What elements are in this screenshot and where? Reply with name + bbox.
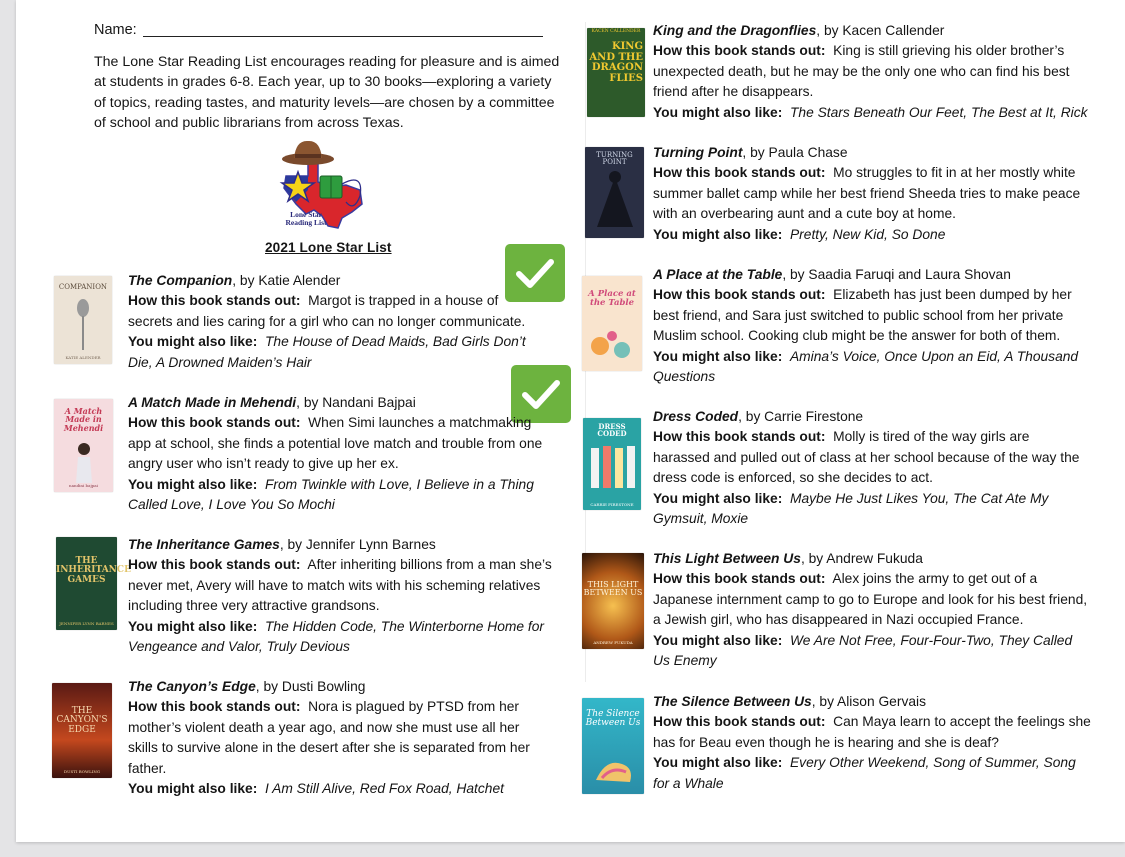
stands-out-text: Can Maya learn to accept the feelings she has for Beau even though he is hearing and she is deaf? bbox=[653, 714, 1091, 750]
name-label: Name: bbox=[94, 22, 137, 38]
also-like-text: From Twinkle with Love, I Believe in a Thing Called Love, I Love You So Mochi bbox=[128, 476, 534, 513]
book-entry: A Match Made in Mehendi, by Nandani Bajpai How this book stands out: When Simi launches a matchmaking app at school, she finds a potential love match and trouble from one angry user who isn’t ready to give up her ex. You might also like: From Twinkle with Love, I Believe in a Thing Called Love, I Love You So Mochi bbox=[128, 395, 543, 513]
stands-out-text: After inheriting billions from a man she’s never met, Avery will have to match wits with his scheming relatives including three very attractive grandsons. bbox=[128, 557, 552, 614]
also-like-label: You might also like: bbox=[653, 632, 783, 648]
also-like-label: You might also like: bbox=[653, 226, 783, 242]
book-author: by Paula Chase bbox=[750, 145, 848, 160]
book-cover-the-companion: COMPANION KATIE ALENDER bbox=[54, 276, 112, 364]
svg-text:Reading List: Reading List bbox=[285, 218, 327, 227]
stands-out-label: How this book stands out: bbox=[128, 293, 301, 309]
book-entry: A Place at the Table, by Saadia Faruqi and Laura Shovan How this book stands out: Elizabeth has just been dumped by her best friend, and Sara just switched to public school from her private Muslim school. Cooking club might be the answer for both of them. You might also like: Amina’s Voice, Once Upon an Eid, A Thousand Questions bbox=[653, 267, 1079, 385]
book-title: The Inheritance Games bbox=[128, 537, 280, 552]
book-author: by Katie Alender bbox=[239, 273, 341, 288]
book-cover-the-canyons-edge: THE CANYON'S EDGE DUSTI BOWLING bbox=[52, 683, 112, 778]
book-cover-a-match-made-in-mehendi: A Match Made in Mehendi nandini bajpai bbox=[54, 399, 113, 492]
also-like-label: You might also like: bbox=[128, 618, 258, 634]
also-like-text: Maybe He Just Likes You, The Cat Ate My Gymsuit, Moxie bbox=[653, 490, 1049, 527]
also-like-text: Pretty, New Kid, So Done bbox=[789, 226, 946, 242]
stands-out-label: How this book stands out: bbox=[128, 699, 301, 715]
book-cover-the-silence-between-us: The Silence Between Us bbox=[582, 698, 644, 794]
book-title: Turning Point bbox=[653, 145, 743, 160]
stands-out-text: Mo struggles to fit in at her mostly white summer ballet camp while her best friend Sheeda tries to make peace with an overbearing aunt and a cute boy at home. bbox=[653, 165, 1081, 222]
worksheet-page bbox=[16, 0, 1125, 842]
also-like-text: Every Other Weekend, Song of Summer, Song for a Whale bbox=[653, 755, 1076, 791]
stands-out-label: How this book stands out: bbox=[653, 571, 826, 587]
also-like-text: Amina’s Voice, Once Upon an Eid, A Thousand Questions bbox=[653, 348, 1079, 385]
name-field bbox=[94, 21, 137, 39]
book-author: by Alison Gervais bbox=[819, 694, 926, 709]
also-like-label: You might also like: bbox=[128, 781, 258, 797]
also-like-label: You might also like: bbox=[653, 104, 783, 120]
book-title: King and the Dragonflies bbox=[653, 23, 817, 38]
stands-out-label: How this book stands out: bbox=[653, 43, 826, 59]
book-author: by Jennifer Lynn Barnes bbox=[287, 537, 436, 552]
stands-out-label: How this book stands out: bbox=[128, 557, 301, 573]
also-like-label: You might also like: bbox=[128, 476, 258, 492]
book-entry: This Light Between Us, by Andrew Fukuda How this book stands out: Alex joins the army to get out of a Japanese internment camp to go to Europe and look for his best friend, a Jewish girl, who has disappeared in Nazi occupied France. You might also like: We Are Not Free, Four-Four-Two, They Called Us Enemy bbox=[653, 551, 1088, 669]
book-entry: The Inheritance Games, by Jennifer Lynn Barnes How this book stands out: After inheriting billions from a man she’s never met, Avery will have to match wits with his scheming relatives including three very attractive grandsons. You might also like: The Hidden Code, The Winterborne Home for Vengeance and Valor, Truly Devious bbox=[128, 537, 552, 655]
book-cover-this-light-between-us: THIS LIGHT BETWEEN US ANDREW FUKUDA bbox=[582, 553, 644, 649]
book-author: by Andrew Fukuda bbox=[808, 551, 923, 566]
book-title: The Silence Between Us bbox=[653, 694, 812, 709]
book-cover-turning-point: TURNING POINT bbox=[585, 147, 644, 238]
name-blank-line bbox=[143, 36, 543, 37]
also-like-label: You might also like: bbox=[653, 755, 783, 771]
stands-out-text: Nora is plagued by PTSD from her mother’s violent death a year ago, and now she must use all her skills to survive alone in the desert after she is separated from her father. bbox=[128, 699, 530, 776]
stands-out-text: Elizabeth has just been dumped by her best friend, and Sara just switched to public school from her private Muslim school. Cooking club might be the answer for both of them. bbox=[653, 287, 1072, 344]
also-like-label: You might also like: bbox=[653, 490, 783, 506]
book-cover-king-and-the-dragonflies: KACEN CALLENDER KING AND THE DRAGON FLIES bbox=[587, 28, 645, 117]
list-title: 2021 Lone Star List bbox=[265, 240, 392, 255]
stands-out-label: How this book stands out: bbox=[653, 429, 826, 445]
book-title: The Companion bbox=[128, 273, 233, 288]
book-author: by Kacen Callender bbox=[823, 23, 945, 38]
also-like-label: You might also like: bbox=[128, 334, 258, 350]
also-like-text: I Am Still Alive, Red Fox Road, Hatchet bbox=[264, 781, 504, 797]
stands-out-label: How this book stands out: bbox=[128, 415, 301, 431]
stands-out-text: Alex joins the army to get out of a Japanese internment camp to go to Europe and look for his best friend, a Jewish girl, who has disappeared in Nazi occupied France. bbox=[653, 571, 1088, 628]
also-like-text: The Stars Beneath Our Feet, The Best at It, Rick bbox=[789, 104, 1088, 120]
book-entry: Dress Coded, by Carrie Firestone How this book stands out: Molly is tired of the way girls are harassed and pulled out of class at her school because of the way the dress code is enforced, so she decides to act. You might also like: Maybe He Just Likes You, The Cat Ate My Gymsuit, Moxie bbox=[653, 409, 1080, 527]
book-entry: The Silence Between Us, by Alison Gervais How this book stands out: Can Maya learn to accept the feelings she has for Beau even though he is hearing and she is deaf? You might also like: Every Other Weekend, Song of Summer, Song for a Whale bbox=[653, 694, 1091, 791]
book-author: by Carrie Firestone bbox=[745, 409, 864, 424]
book-title: A Place at the Table bbox=[653, 267, 783, 282]
book-title: This Light Between Us bbox=[653, 551, 801, 566]
book-title: The Canyon’s Edge bbox=[128, 679, 256, 694]
book-cover-dress-coded: DRESS CODED CARRIE FIRESTONE bbox=[583, 418, 641, 510]
stands-out-label: How this book stands out: bbox=[653, 165, 826, 181]
book-entry: The Canyon’s Edge, by Dusti Bowling How this book stands out: Nora is plagued by PTSD from her mother’s violent death a year ago, and now she must use all her skills to survive alone in the desert after she is separated from her father. You might also like: I Am Still Alive, Red Fox Road, Hatchet bbox=[128, 679, 530, 797]
intro-paragraph: The Lone Star Reading List encourages reading for pleasure and is aimed at students in grades 6-8. Each year, up to 30 books—exploring a variety of topics, reading tastes, and maturity levels—are chosen by a committee of school and public librarians from across Texas. bbox=[94, 54, 560, 132]
stands-out-label: How this book stands out: bbox=[653, 287, 826, 303]
book-entry: Turning Point, by Paula Chase How this book stands out: Mo struggles to fit in at her mostly white summer ballet camp while her best friend Sheeda tries to make peace with an overbearing aunt and a cute boy at home. You might also like: Pretty, New Kid, So Done bbox=[653, 145, 1081, 242]
also-like-label: You might also like: bbox=[653, 348, 783, 364]
book-author: by Saadia Faruqi and Laura Shovan bbox=[790, 267, 1011, 282]
book-title: Dress Coded bbox=[653, 409, 739, 424]
svg-text:Lone Star: Lone Star bbox=[290, 210, 322, 219]
book-entry: The Companion, by Katie Alender How this book stands out: Margot is trapped in a house of secrets and lies caring for a girl who can no longer communicate. You might also like: The House of Dead Maids, Bad Girls Don’t Die, A Drowned Maiden’s Hair bbox=[128, 273, 526, 370]
stands-out-text: Margot is trapped in a house of secrets and lies caring for a girl who can no longer communicate. bbox=[128, 293, 526, 329]
also-like-text: The Hidden Code, The Winterborne Home for Vengeance and Valor, Truly Devious bbox=[128, 618, 545, 655]
also-like-text: The House of Dead Maids, Bad Girls Don’t Die, A Drowned Maiden’s Hair bbox=[128, 334, 526, 370]
book-entry: King and the Dragonflies, by Kacen Callender How this book stands out: King is still grieving his older brother’s unexpected death, but he may be the only one who can find his best friend after he disappears. You might also like: The Stars Beneath Our Feet, The Best at It, Rick bbox=[653, 23, 1088, 120]
lone-star-reading-list-logo bbox=[268, 132, 372, 232]
book-title: A Match Made in Mehendi bbox=[128, 395, 297, 410]
stands-out-text: When Simi launches a matchmaking app at school, she finds a potential love match and trouble from one angry user who isn’t ready to give up her ex. bbox=[128, 415, 543, 472]
stands-out-text: Molly is tired of the way girls are harassed and pulled out of class at her school because of the way the dress code is enforced, so she decides to act. bbox=[653, 429, 1080, 486]
also-like-text: We Are Not Free, Four-Four-Two, They Called Us Enemy bbox=[653, 632, 1073, 669]
book-author: by Dusti Bowling bbox=[263, 679, 366, 694]
book-cover-the-inheritance-games: THE INHERITANCE GAMES JENNIFER LYNN BARNES bbox=[56, 537, 117, 630]
stands-out-label: How this book stands out: bbox=[653, 714, 826, 730]
stands-out-text: King is still grieving his older brother’s unexpected death, but he may be the only one who can find his best friend after he disappears. bbox=[653, 43, 1070, 100]
book-author: by Nandani Bajpai bbox=[303, 395, 416, 410]
book-cover-a-place-at-the-table: A Place at the Table bbox=[582, 276, 642, 371]
